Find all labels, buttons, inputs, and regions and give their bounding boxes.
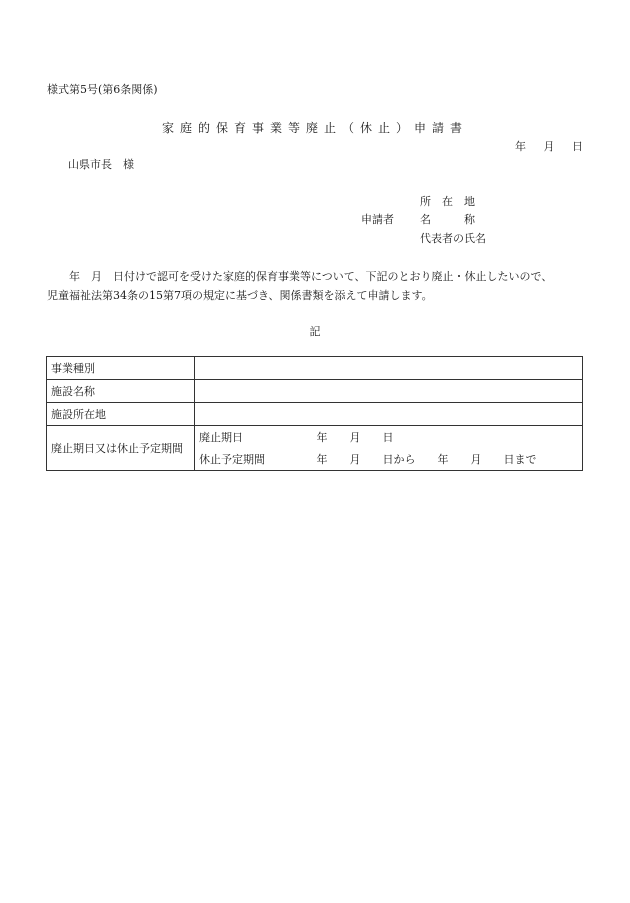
row-label-facility-address: 施設所在地: [47, 403, 195, 426]
row-label-facility-name: 施設名称: [47, 380, 195, 403]
form-number: 様式第5号(第6条関係): [47, 83, 158, 96]
table-row: [47, 426, 583, 449]
row-label-period: 廃止期日又は休止予定期間: [47, 426, 195, 471]
facility-name-field[interactable]: [195, 380, 583, 403]
abolish-date-field[interactable]: 年 月 日: [313, 426, 583, 449]
table-row: [47, 357, 583, 380]
representative-label: 代表者の氏名: [420, 232, 486, 245]
abolish-date-label: 廃止期日: [195, 426, 313, 449]
row-label-business-type: 事業種別: [47, 357, 195, 380]
body-line-1: 年 月 日付けで認可を受けた家庭的保育事業等について、下記のとおり廃止・休止したいので、: [69, 270, 553, 283]
facility-address-field[interactable]: [195, 403, 583, 426]
date-line: 年 月 日: [515, 140, 583, 153]
body-text: [47, 267, 587, 305]
address-label: 所 在 地: [420, 195, 475, 208]
addressee: 山県市長 様: [68, 158, 134, 171]
business-type-field[interactable]: [195, 357, 583, 380]
table-row: [47, 403, 583, 426]
document-title: 家庭的保育事業等廃止（休止）申請書: [161, 121, 468, 135]
suspend-period-label: 休止予定期間: [195, 448, 313, 471]
application-table: [46, 356, 583, 471]
applicant-label: 申請者: [361, 213, 394, 226]
name-label: 名 称: [420, 213, 475, 226]
body-line-2: 児童福祉法第34条の15第7項の規定に基づき、関係書類を添えて申請します。: [47, 289, 433, 302]
ki-heading: 記: [309, 325, 321, 338]
suspend-period-field[interactable]: 年 月 日から 年 月 日まで: [313, 448, 583, 471]
table-row: [47, 380, 583, 403]
